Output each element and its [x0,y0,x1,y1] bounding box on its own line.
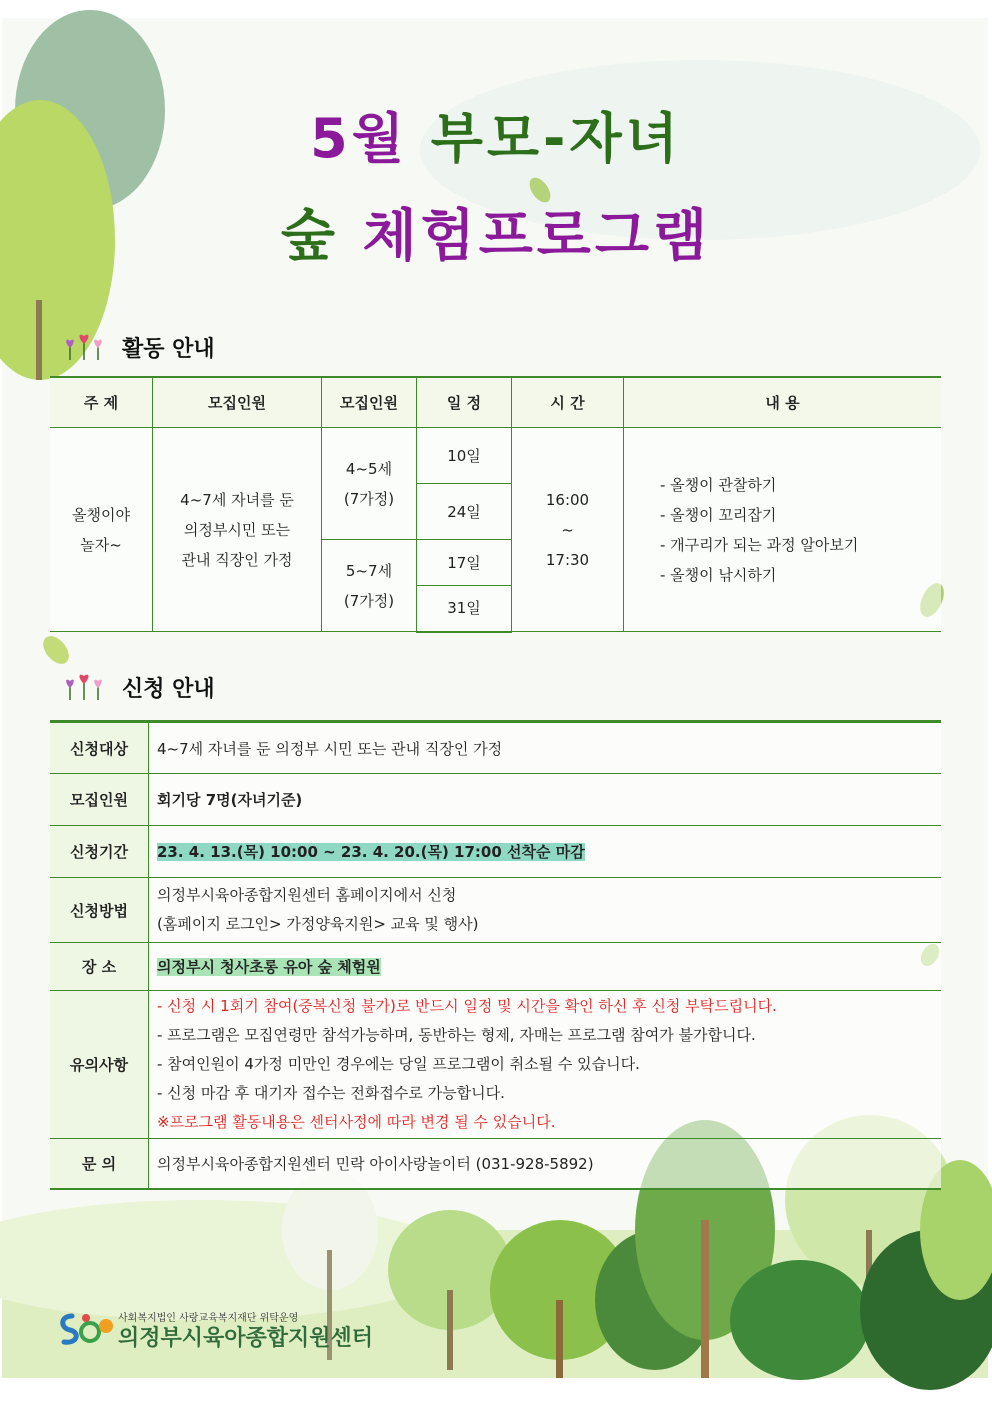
recruit-line-2: 의정부시민 또는 [183,520,291,539]
notes-cell [149,991,942,1139]
period-value: 23. 4. 13.(목) 10:00 ~ 23. 4. 20.(목) 17:00 선착순 마감 [157,843,585,861]
place-value: 의정부시 청사초롱 유아 숲 체험원 [157,958,381,976]
contact-label: 문 의 [50,1139,149,1189]
date-cell: 17일 [417,540,512,586]
topic-cell [50,428,153,632]
recruit-line-3: 관내 직장인 가정 [181,550,293,569]
period-cell [149,826,942,878]
recruit-line-1: 4~7세 자녀를 둔 [180,490,294,509]
note-item: - 참여인원이 4가정 미만인 경우에는 당일 프로그램이 취소될 수 있습니다. [157,1055,640,1073]
title-parent-child: 부모-자녀 [430,107,682,170]
note-item: ※프로그램 활동내용은 센터사정에 따라 변경 될 수 있습니다. [157,1113,556,1131]
count-value: 회기당 7명(자녀기준) [149,774,942,826]
method-line-2: (홈페이지 로그인> 가정양육지원> 교육 및 행사) [157,915,479,933]
title-forest: 숲 [280,204,340,269]
content-item: - 올챙이 꼬리잡기 [660,505,777,524]
header-topic: 주 제 [50,377,153,428]
table-row [50,1139,941,1189]
target-label: 신청대상 [50,722,149,774]
notes-label: 유의사항 [50,991,149,1139]
title-month: 5월 [310,107,408,170]
age-group-1-count: (7가정) [343,489,395,508]
activity-header-row [50,377,941,428]
method-label: 신청방법 [50,878,149,943]
footer-org-name: 의정부시육아종합지원센터 [118,1326,374,1351]
center-logo-icon [58,1308,116,1348]
header-content: 내 용 [624,377,942,428]
age-group-1-age: 4~5세 [345,459,393,478]
application-heading [60,670,215,704]
time-separator: ~ [561,520,574,539]
title-line-1 [0,96,992,173]
age-group-2-cell [322,540,417,632]
activity-heading-text: 활동 안내 [122,336,215,362]
count-label: 모집인원 [50,774,149,826]
place-cell [149,943,942,991]
topic-line-2: 놀자~ [80,535,122,554]
target-value: 4~7세 자녀를 둔 의정부 시민 또는 관내 직장인 가정 [149,722,942,774]
header-recruit: 모집인원 [153,377,322,428]
method-cell [149,878,942,943]
activity-heading [60,330,215,364]
heart-flowers-icon [60,672,108,702]
time-start: 16:00 [545,490,590,509]
content-cell [624,428,942,632]
date-cell: 31일 [417,586,512,632]
age-group-2-age: 5~7세 [345,561,393,580]
header-schedule: 일 정 [417,377,512,428]
note-item: - 신청 마감 후 대기자 접수는 전화접수로 가능합니다. [157,1084,505,1102]
age-group-1-cell [322,428,417,540]
time-cell [512,428,624,632]
content-item: - 올챙이 낚시하기 [660,565,777,584]
application-heading-text: 신청 안내 [122,676,215,702]
recruit-cell [153,428,322,632]
table-row [50,722,941,774]
table-row [50,991,941,1139]
header-time: 시 간 [512,377,624,428]
table-row [50,878,941,943]
activity-table [50,376,941,633]
contact-value: 의정부시육아종합지원센터 민락 아이사랑놀이터 (031-928-5892) [149,1139,942,1189]
place-label: 장 소 [50,943,149,991]
table-row [50,826,941,878]
date-cell: 24일 [417,484,512,540]
table-row [50,774,941,826]
header-recruit-age: 모집인원 [322,377,417,428]
application-table [50,720,941,1190]
heart-flowers-icon [60,332,108,362]
title-program: 체험프로그램 [362,204,712,269]
content-item: - 올챙이 관찰하기 [660,475,777,494]
note-item: - 프로그램은 모집연령만 참석가능하며, 동반하는 형제, 자매는 프로그램 참여가 불가합니다. [157,1026,756,1044]
topic-line-1: 올챙이야 [72,505,130,524]
content-item: - 개구리가 되는 과정 알아보기 [660,535,859,554]
date-cell: 10일 [417,428,512,484]
footer-org-small: 사회복지법인 사랑교육복지재단 위탁운영 [118,1313,299,1324]
period-label: 신청기간 [50,826,149,878]
title-line-2 [0,192,992,272]
table-row [50,428,941,484]
note-item: - 신청 시 1회기 참여(중복신청 불가)로 반드시 일정 및 시간을 확인 하신 후 신청 부탁드립니다. [157,997,777,1015]
table-row [50,943,941,991]
age-group-2-count: (7가정) [343,591,395,610]
time-end: 17:30 [545,550,590,569]
method-line-1: 의정부시육아종합지원센터 홈페이지에서 신청 [157,886,457,904]
